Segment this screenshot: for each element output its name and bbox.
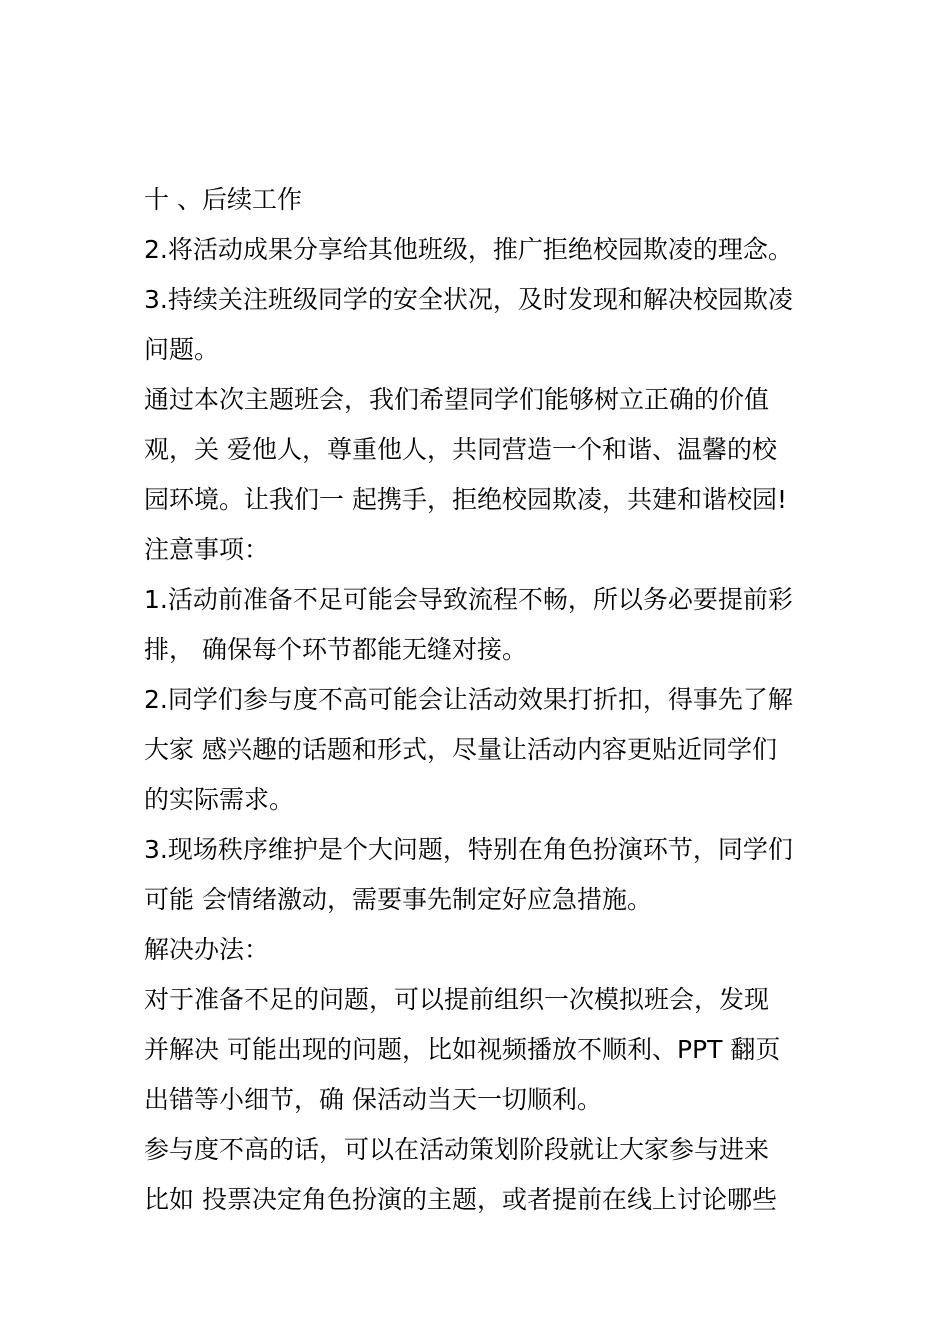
text-line: 1.活动前准备不足可能会导致流程不畅，所以务必要提前彩 — [144, 585, 793, 614]
text-line: 的实际需求。 — [144, 785, 295, 814]
text-line: 可能 会情绪激动，需要事先制定好应急措施。 — [144, 885, 652, 914]
section-heading: 解决办法： — [144, 935, 270, 964]
text-line: 园环境。让我们一 起携手，拒绝校园欺凌，共建和谐校园! — [144, 485, 787, 514]
text-line: 2.同学们参与度不高可能会让活动效果打折扣，得事先了解 — [144, 685, 793, 714]
text-line: 2.将活动成果分享给其他班级，推广拒绝校园欺凌的理念。 — [144, 235, 793, 264]
text-line: 出错等小细节，确 保活动当天一切顺利。 — [144, 1085, 602, 1114]
text-line: 参与度不高的话，可以在活动策划阶段就让大家参与进来 — [144, 1135, 770, 1164]
text-line: 3.持续关注班级同学的安全状况，及时发现和解决校园欺凌 — [144, 285, 793, 314]
text-line: 观，关 爱他人，尊重他人，共同营造一个和谐、温馨的校 — [144, 435, 777, 464]
text-line: 排， 确保每个环节都能无缝对接。 — [144, 635, 527, 664]
section-heading: 十 、后续工作 — [144, 185, 302, 214]
text-line: 3.现场秩序维护是个大问题，特别在角色扮演环节，同学们 — [144, 835, 793, 864]
text-line: 问题。 — [144, 335, 220, 364]
text-line: 对于准备不足的问题，可以提前组织一次模拟班会，发现 — [144, 985, 770, 1014]
text-line: 比如 投票决定角色扮演的主题，或者提前在线上讨论哪些 — [144, 1185, 777, 1214]
text-line: 并解决 可能出现的问题，比如视频播放不顺利、PPT 翻页 — [144, 1035, 781, 1064]
document-body — [144, 175, 814, 1225]
text-line: 通过本次主题班会，我们希望同学们能够树立正确的价值 — [144, 385, 770, 414]
section-heading: 注意事项： — [144, 535, 270, 564]
text-line: 大家 感兴趣的话题和形式，尽量让活动内容更贴近同学们 — [144, 735, 777, 764]
